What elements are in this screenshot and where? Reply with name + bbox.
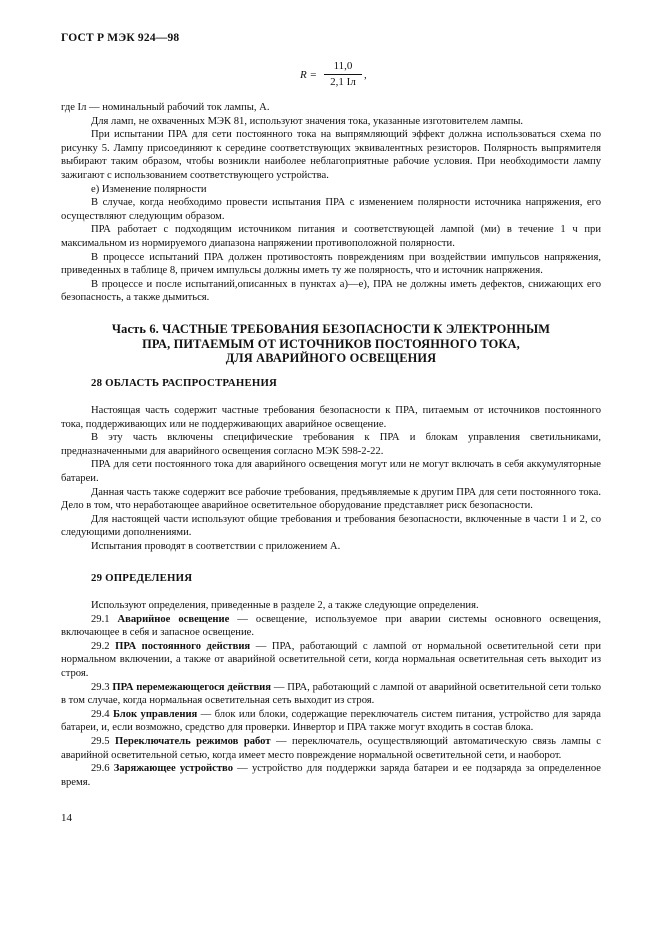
section-28-title: 28 ОБЛАСТЬ РАСПРОСТРАНЕНИЯ	[91, 377, 278, 389]
definition-term: Аварийное освещение	[117, 613, 230, 625]
definition-item	[61, 613, 601, 640]
paragraph: Настоящая часть содержит частные требования безопасности к ПРА, питаемым от источников постоянного тока, поддерживающих или не поддерживающих аварийное освещение.	[61, 405, 601, 430]
definition-number-or-text: 29.1	[91, 613, 110, 625]
paragraph: Испытания проводят в соответствии с приложением А.	[91, 540, 341, 552]
section-29-title: 29 ОПРЕДЕЛЕНИЯ	[91, 572, 193, 584]
paragraph: Для ламп, не охваченных МЭК 81, используют значения тока, указанные изготовителем лампы.	[91, 115, 524, 127]
definition-item	[61, 681, 601, 708]
definition-number-or-text: 29.5	[91, 735, 110, 747]
paragraph: Используют определения, приведенные в разделе 2, а также следующие определения.	[91, 600, 479, 611]
formula-legend: где Iл — номинальный рабочий ток лампы, А.	[61, 102, 270, 113]
definition-term: ПРА постоянного действия	[115, 640, 251, 652]
definition-number-or-text: — блок или блоки, содержащие переключатель систем питания, устройство для заряда батареи, и, если возможно, средство для проверки. Инвертор и ПРА также могут входить в состав блока.	[61, 708, 601, 734]
definition-number-or-text: — переключатель, осуществляющий автоматическую связь лампы с аварийной осветительной сетью, когда имеет место повреждение нормальной осветительной сети, и наоборот.	[61, 735, 601, 761]
paragraph: В процессе и после испытаний,описанных в пунктах а)—е), ПРА не должны иметь дефектов, снижающих его безопасность, а также дымиться.	[61, 278, 601, 304]
paragraph: В процессе испытаний ПРА должен противостоять повреждениям при воздействии импульсов напряжения, приведенных в таблице 8, причем импульсы должны иметь ту же полярность, что и источник напряжения.	[61, 251, 601, 277]
document-header: ГОСТ Р МЭК 924—98	[61, 32, 180, 44]
section-29-body	[61, 599, 601, 789]
intro-text	[61, 101, 601, 305]
definition-number-or-text: — освещение, используемое при аварии системы основного освещения, включающее в себя и запасное освещение.	[61, 613, 601, 639]
part-title-line: ДЛЯ АВАРИЙНОГО ОСВЕЩЕНИЯ	[225, 351, 437, 366]
definition-term: ПРА перемежающегося действия	[112, 681, 272, 693]
part-title	[61, 322, 601, 366]
paragraph: В эту часть включены специфические требования к ПРА и блокам управления светильниками, предназначенными для аварийного освещения согласно МЭК 598-2-22.	[61, 432, 601, 457]
formula-denominator: 2,1 Iл	[330, 76, 356, 88]
definition-item	[61, 708, 601, 735]
definition-number-or-text: 29.3	[91, 681, 110, 693]
definition-number-or-text: — устройство для поддержки заряда батареи и ее подзаряда за определенное время.	[61, 763, 602, 788]
paragraph: В случае, когда необходимо провести испытания ПРА с изменением полярности источника напряжения, его осуществляют следующим образом.	[61, 197, 601, 222]
section-28-body	[61, 404, 601, 554]
page-number: 14	[61, 812, 72, 824]
paragraph: Данная часть также содержит все рабочие требования, предъявляемые к другим ПРА для сети постоянного тока. Дело в том, что неработающее аварийное осветительное оборудование представляет риск безопасности.	[61, 486, 601, 512]
definition-term: Блок управления	[112, 708, 198, 720]
list-item-heading: е) Изменение полярности	[91, 183, 207, 195]
formula-fraction	[324, 60, 362, 89]
definition-item	[61, 735, 601, 762]
paragraph: ПРА работает с подходящим источником питания и соответствующей лампой (ми) в течение 1 ч при максимальном из нормируемого диапазона напряжении противоположной полярности.	[61, 224, 601, 249]
definition-number-or-text: 29.4	[91, 708, 110, 720]
definition-item	[61, 640, 601, 681]
definition-number-or-text: 29.2	[91, 640, 110, 652]
paragraph: Для настоящей части используют общие требования и требования безопасности, включенные в части 1 и 2, со следующими дополнениями.	[61, 513, 601, 539]
paragraph: ПРА для сети постоянного тока для аварийного освещения могут или не могут включать в себя аккумуляторные батареи.	[61, 459, 601, 484]
formula-numerator: 11,0	[324, 60, 362, 75]
definition-number-or-text: 29.6	[91, 763, 110, 775]
definition-number-or-text: — ПРА, работающий с лампой от нормальной осветительной сети при нормальном включении, а также от аварийной осветительной сети, когда нормальная осветительная сеть выходит из строя.	[61, 640, 601, 679]
definition-item	[61, 762, 601, 789]
definition-term: Переключатель режимов работ	[115, 735, 271, 747]
formula-lhs: R =	[300, 69, 317, 81]
part-title-line: ПРА, ПИТАЕМЫМ ОТ ИСТОЧНИКОВ ПОСТОЯННОГО ТОКА,	[142, 336, 520, 351]
paragraph: При испытании ПРА для сети постоянного тока на выпрямляющий эффект должна использоваться схема по рисунку 5. Лампу присоединяют к середине соответствующих эквивалентных резисторов. Полярность выпрямителя выбирают таким образом, чтобы возникли наиболее неблагоприятные рабочие условия. При необходимости лампу зажигают с использованием соответствующего устройства.	[61, 129, 601, 181]
definition-number-or-text: — ПРА, работающий с лампой от аварийной осветительной сети только в том случае, когда нормальная осветительная сеть выходит из строя.	[61, 681, 601, 707]
definition-term: Заряжающее устройство	[113, 763, 233, 775]
part-title-line: Часть 6. ЧАСТНЫЕ ТРЕБОВАНИЯ БЕЗОПАСНОСТИ К ЭЛЕКТРОННЫМ	[111, 322, 551, 336]
formula-comma: ,	[364, 69, 367, 81]
